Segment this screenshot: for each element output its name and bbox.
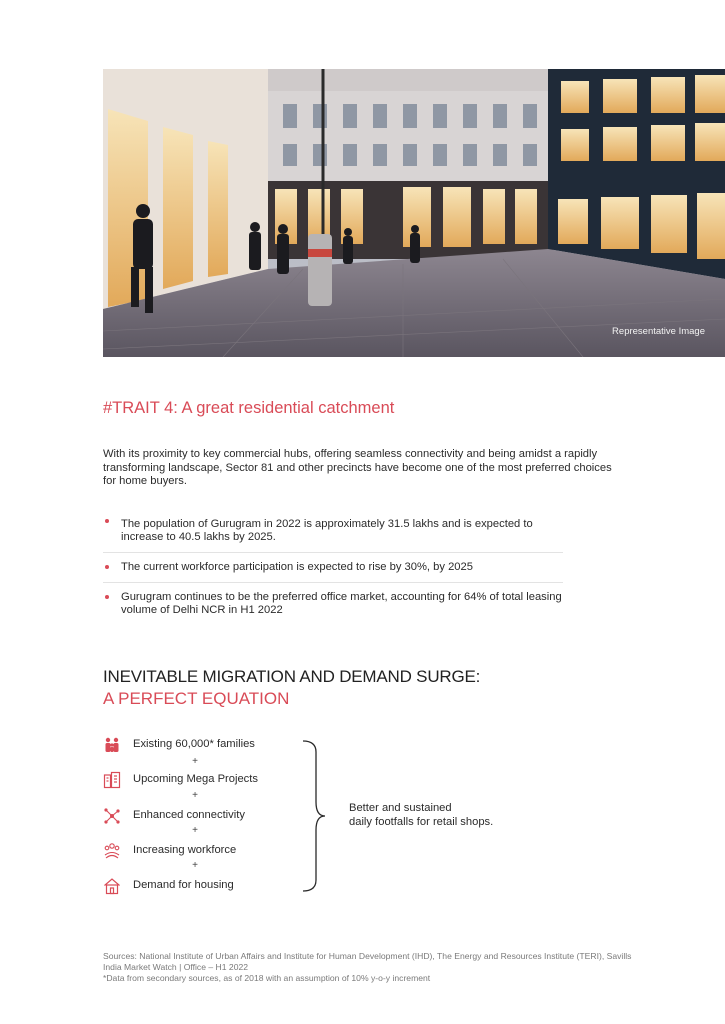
result-line-2: daily footfalls for retail shops. <box>349 816 494 828</box>
bullet-dot-icon <box>105 519 109 523</box>
equation-item-label: Existing 60,000* families <box>133 738 255 750</box>
equation-item-label: Increasing workforce <box>133 844 237 856</box>
trait-heading: #TRAIT 4: A great residential catchment <box>103 399 395 417</box>
image-caption: Representative Image <box>612 326 705 337</box>
section-title: INEVITABLE MIGRATION AND DEMAND SURGE: <box>103 667 481 686</box>
plus-sign: + <box>192 860 198 871</box>
plus-sign: + <box>192 825 198 836</box>
equation-item-housing <box>103 877 303 895</box>
bullet-dot-icon <box>105 595 109 599</box>
list-item <box>103 582 563 622</box>
plus-sign: + <box>192 756 198 767</box>
equation-item-label: Upcoming Mega Projects <box>133 773 258 785</box>
list-item <box>103 552 563 582</box>
bullet-text: The population of Gurugram in 2022 is approximately 31.5 lakhs and is expected to increase to 40.5 lakhs by 2025. <box>121 518 533 543</box>
equation-item-families <box>103 736 303 754</box>
section-subtitle: A PERFECT EQUATION <box>103 689 290 708</box>
hero-image <box>103 69 725 357</box>
trait-bullet-list <box>103 514 563 622</box>
bullet-dot-icon <box>105 565 109 569</box>
workforce-icon <box>103 842 121 860</box>
equation-item-label: Demand for housing <box>133 879 234 891</box>
equation-result <box>349 801 549 829</box>
result-line-1: Better and sustained <box>349 802 452 814</box>
equation-item-connectivity <box>103 807 303 825</box>
family-icon <box>103 736 121 754</box>
buildings-icon <box>103 771 121 789</box>
bullet-text: Gurugram continues to be the preferred office market, accounting for 64% of total leasing volume of Delhi NCR in H1 2022 <box>121 591 562 616</box>
list-item <box>103 514 563 552</box>
street-scene-illustration <box>103 69 725 357</box>
plus-sign: + <box>192 790 198 801</box>
sources-footnote <box>103 951 633 984</box>
house-icon <box>103 877 121 895</box>
sources-line: Sources: National Institute of Urban Affairs and Institute for Human Development (IHD), The Energy and Resources Institute (TERI), Savills India Market Watch | Office – H1 2022 <box>103 951 632 972</box>
equation-item-projects <box>103 771 303 789</box>
footnote-line: *Data from secondary sources, as of 2018 with an assumption of 10% y-o-y increment <box>103 973 431 983</box>
bullet-text: The current workforce participation is expected to rise by 30%, by 2025 <box>121 561 473 573</box>
right-brace <box>300 740 330 892</box>
network-icon <box>103 807 121 825</box>
equation-item-workforce <box>103 842 303 860</box>
equation-item-label: Enhanced connectivity <box>133 809 245 821</box>
trait-intro-paragraph: With its proximity to key commercial hubs, offering seamless connectivity and being amidst a rapidly transforming landscape, Sector 81 and other precincts have become one of the most preferred choices for home buyers. <box>103 448 612 487</box>
